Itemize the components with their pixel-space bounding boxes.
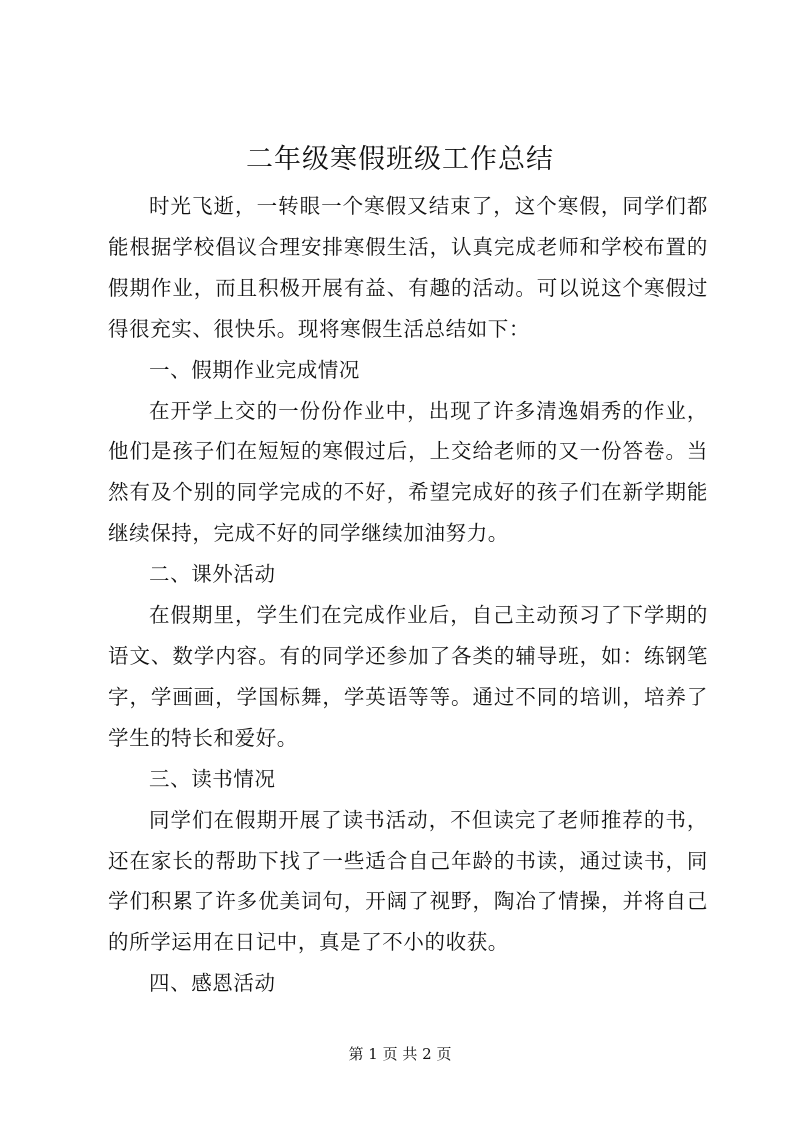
section-paragraph-homework: 在开学上交的一份份作业中，出现了许多清逸娟秀的作业，他们是孩子们在短短的寒假过后，上交给老师的又一份答卷。当然有及个别的同学完成的不好，希望完成好的孩子们在新学期能继续保持，完成不好的同学继续加油努力。	[108, 398, 708, 546]
section-heading-reading: 三、读书情况	[149, 766, 276, 791]
section-heading-homework: 一、假期作业完成情况	[149, 357, 360, 382]
section-paragraph-reading: 同学们在假期开展了读书活动，不但读完了老师推荐的书，还在家长的帮助下找了一些适合自己年龄的书读，通过读书，同学们积累了许多优美词句，开阔了视野，陶冶了情操，并将自己的所学运用在日记中，真是了不小的收获。	[108, 807, 708, 955]
intro-paragraph: 时光飞逝，一转眼一个寒假又结束了，这个寒假，同学们都能根据学校倡议合理安排寒假生活，认真完成老师和学校布置的假期作业，而且积极开展有益、有趣的活动。可以说这个寒假过得很充实、很快乐。现将寒假生活总结如下：	[108, 194, 708, 341]
document-title: 二年级寒假班级工作总结	[246, 144, 554, 175]
page-footer: 第 1 页 共 2 页	[348, 1045, 452, 1063]
section-paragraph-activities: 在假期里，学生们在完成作业后，自己主动预习了下学期的语文、数学内容。有的同学还参加了各类的辅导班，如：练钢笔字，学画画，学国标舞，学英语等等。通过不同的培训，培养了学生的特长和爱好。	[108, 603, 708, 750]
section-heading-gratitude: 四、感恩活动	[149, 971, 276, 996]
document-body	[108, 186, 708, 1004]
section-heading-activities: 二、课外活动	[149, 562, 276, 587]
